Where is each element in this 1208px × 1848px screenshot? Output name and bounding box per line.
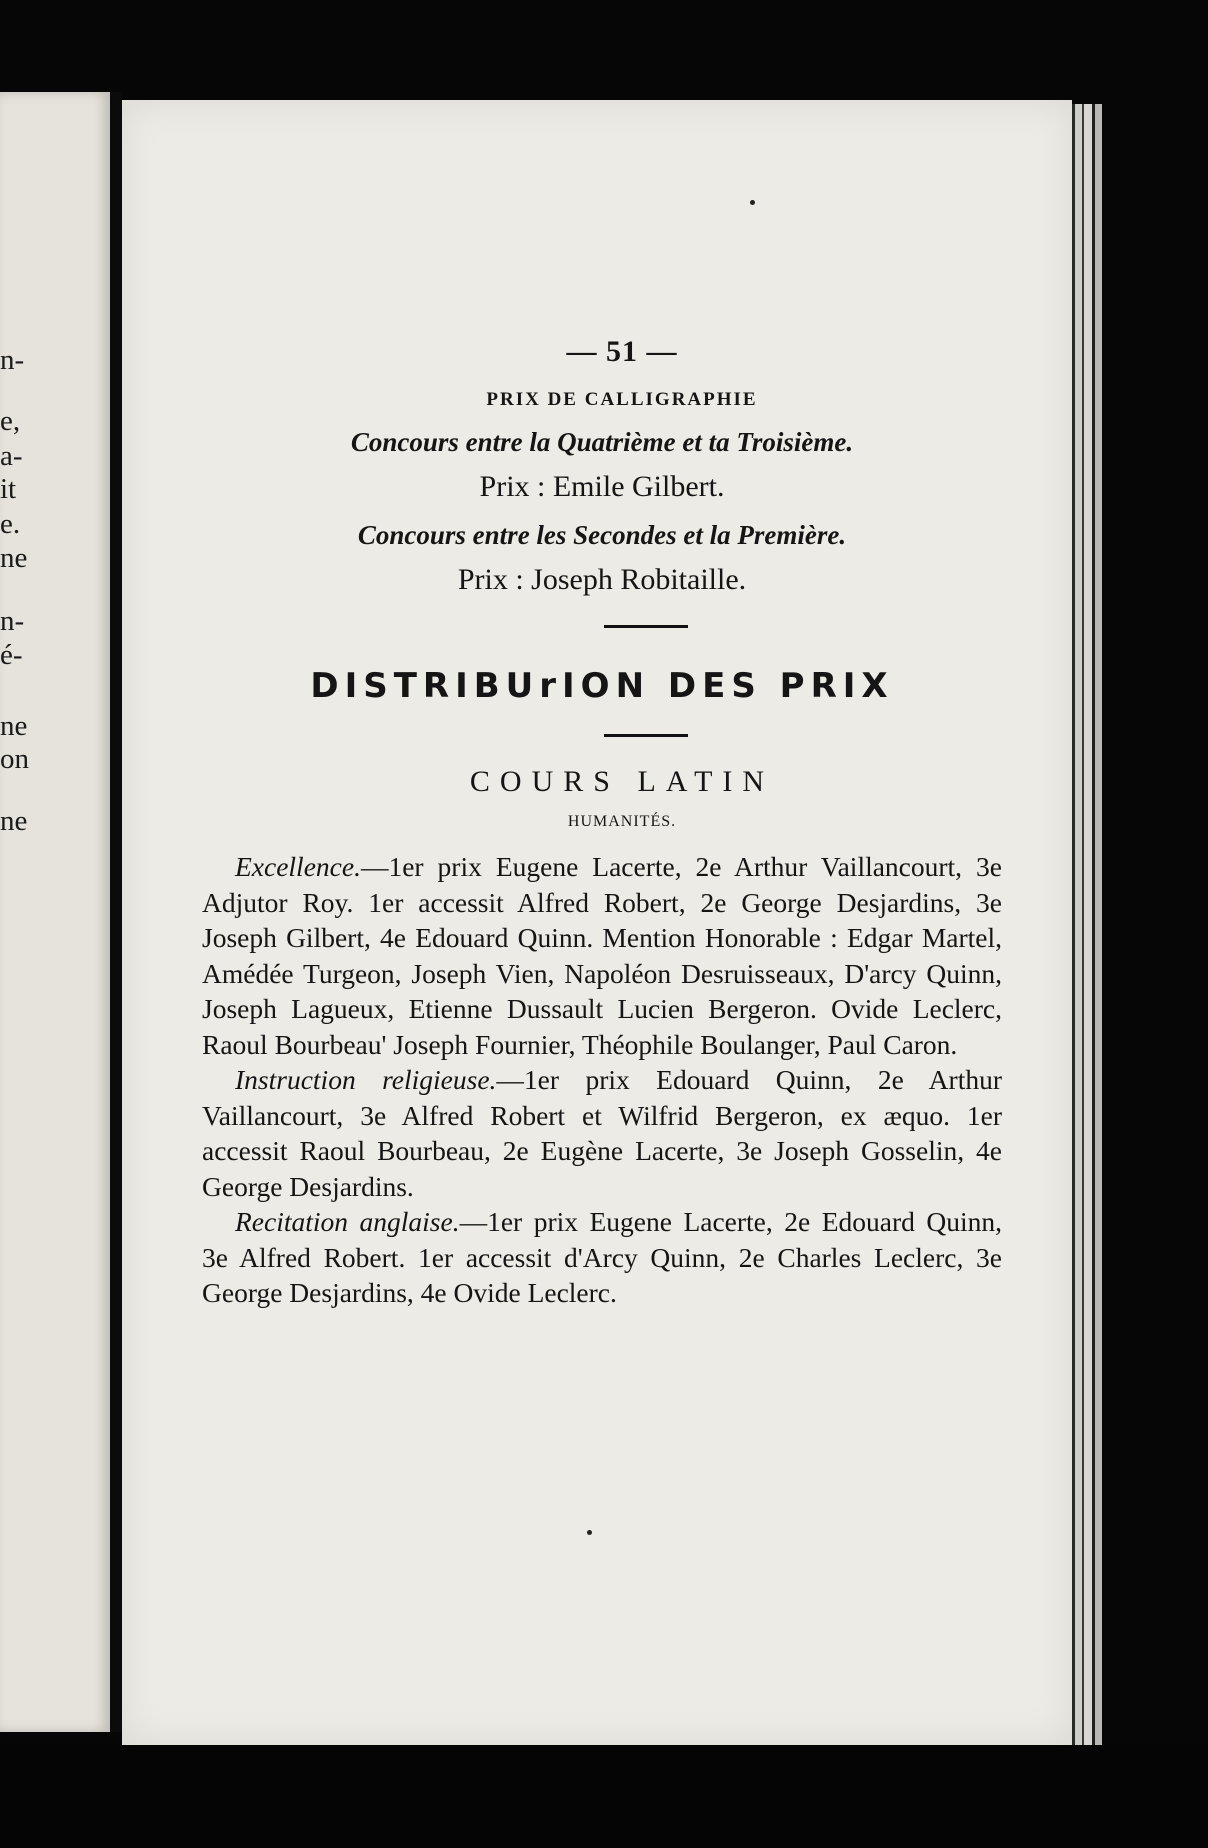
prize-paragraph-religion — [202, 1062, 1002, 1204]
left-fragment: a- — [0, 440, 23, 472]
left-fragment: n- — [0, 344, 25, 376]
left-fragment: it — [0, 473, 17, 505]
ink-speck — [750, 200, 755, 205]
contest-line-1: Concours entre la Quatrième et ta Troisième. — [350, 427, 854, 457]
prize-paragraph-recitation — [202, 1204, 1002, 1311]
page-content — [202, 335, 1002, 1311]
document-page — [122, 100, 1072, 1745]
prize-line-1: Prix : Emile Gilbert. — [479, 470, 725, 503]
section-title: HUMANITÉS. — [567, 813, 677, 830]
left-fragment: ne — [0, 710, 28, 742]
left-fragment: on — [0, 743, 29, 775]
book-gutter — [110, 92, 122, 1732]
left-fragment: ne — [0, 542, 28, 574]
contest-line-2: Concours entre les Secondes et la Première. — [357, 520, 847, 550]
ink-speck — [587, 1530, 592, 1535]
paragraph-label: Recitation anglaise. — [235, 1206, 460, 1237]
paragraph-text: —1er prix Eugene Lacerte, 2e Edouard Quinn, 3e Alfred Robert. 1er accessit d'Arcy Quinn, 2e Charles Leclerc, 3e George Desjardins, 4e Ovide Leclerc. — [202, 1206, 1002, 1308]
left-fragment: e. — [0, 508, 21, 540]
prize-paragraph-excellence — [202, 849, 1002, 1062]
paragraph-text: —1er prix Edouard Quinn, 2e Arthur Vaillancourt, 3e Alfred Robert et Wilfrid Bergeron, ex æquo. 1er accessit Raoul Bourbeau, 2e Eugène Lacerte, 3e Joseph Gosselin, 4e George Desjardins. — [202, 1064, 1002, 1202]
divider-rule — [604, 734, 688, 737]
left-fragment: n- — [0, 605, 25, 637]
course-title: COURS LATIN — [469, 765, 775, 798]
left-fragment: e, — [0, 405, 21, 437]
paragraph-text: —1er prix Eugene Lacerte, 2e Arthur Vaillancourt, 3e Adjutor Roy. 1er accessit Alfred Robert, 2e George Desjardins, 3e Joseph Gilbert, 4e Edouard Quinn. Mention Honorable : Edgar Martel, Amédée Turgeon, Joseph Vien, Napoléon Desruisseaux, D'arcy Quinn, Joseph Lagueux, Etienne Dussault Lucien Bergeron. Ovide Leclerc, Raoul Bourbeau' Joseph Fournier, Théophile Boulanger, Paul Caron. — [202, 851, 1002, 1060]
page-stack-edge — [1072, 104, 1102, 1754]
distribution-title: DISTRIBUrION DES PRIX — [310, 666, 894, 706]
left-fragment: ne — [0, 805, 28, 837]
previous-page-strip — [0, 92, 110, 1732]
background-bottom — [0, 1745, 1208, 1848]
left-fragment: é- — [0, 639, 23, 671]
calligraphy-heading: PRIX DE CALLIGRAPHIE — [486, 389, 758, 410]
page-number: — 51 — — [566, 335, 678, 368]
paragraph-label: Instruction religieuse. — [235, 1064, 497, 1095]
prize-line-2: Prix : Joseph Robitaille. — [457, 563, 747, 596]
paragraph-label: Excellence. — [235, 851, 361, 882]
divider-rule — [604, 625, 688, 628]
